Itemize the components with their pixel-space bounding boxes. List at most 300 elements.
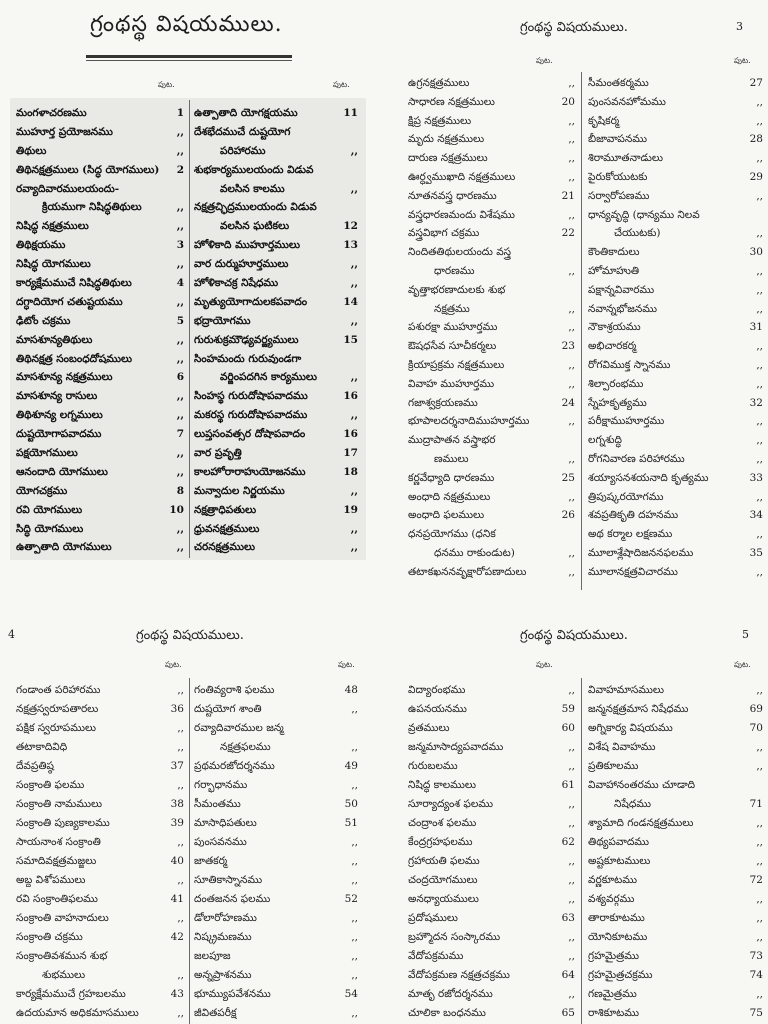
entry-page-number: ,, [176, 541, 184, 554]
entry-title: క్రియాప్రక్రమ నక్షత్రములు [408, 358, 505, 371]
toc-column [194, 104, 358, 557]
entry-page-number: ,, [568, 170, 575, 183]
entry-page-number: ,, [756, 189, 763, 202]
entry-title: దేవప్రతిష్ఠ [16, 760, 55, 772]
toc-entry [408, 928, 575, 947]
entry-title: నూతనవస్త్ర ధారణము [408, 189, 497, 202]
entry-title: తిథిశూన్య లగ్నములు [16, 409, 103, 422]
entry-page-number: ,, [756, 893, 763, 905]
toc-entry [194, 871, 358, 890]
toc-entry [408, 544, 575, 563]
toc-entry [408, 112, 575, 131]
toc-entry [16, 312, 184, 331]
entry-title: పరిహారము [220, 144, 266, 157]
entry-page-number: ,, [568, 893, 575, 905]
entry-page-number: ,, [756, 836, 763, 848]
entry-page-number: ,, [568, 77, 575, 89]
page-column-header: పుట. [338, 660, 355, 669]
entry-page-number: ,, [568, 452, 575, 465]
column-divider [189, 100, 190, 558]
entry-title: ప్రతికూలము [588, 760, 639, 772]
entry-page-number: ,, [176, 295, 184, 308]
entry-page-number: ,, [351, 836, 358, 848]
entry-title: గ్రహాయతి ఫలము [408, 855, 480, 867]
toc-entry [16, 406, 184, 425]
toc-entry [16, 966, 184, 985]
entry-title: ప్రదోషములు [408, 912, 458, 924]
entry-page-number: 35 [749, 546, 763, 559]
toc-entry [194, 757, 358, 776]
entry-title: అగ్నికార్య విషయము [588, 722, 673, 734]
entry-title: పక్షయోగములు [16, 447, 78, 460]
entry-page-number: 72 [749, 874, 763, 886]
entry-title: నక్షత్రము [434, 302, 470, 315]
toc-entry [408, 506, 575, 525]
entry-title: సర్వారోపణము [588, 189, 650, 202]
entry-title: నిషిద్ధ నక్షత్రములు [16, 220, 89, 233]
entry-title: మూలానక్షత్రవిచారము [588, 565, 678, 578]
toc-entry [16, 217, 184, 236]
toc-entry [16, 444, 184, 463]
toc-entry [194, 104, 358, 123]
entry-page-number: ,, [756, 340, 763, 353]
entry-title: డోలారోహణము [194, 912, 257, 924]
entry-page-number: 1 [176, 107, 184, 119]
entry-page-number: 49 [344, 760, 358, 772]
entry-title: దేశభేదముచే దుష్టయోగ [194, 125, 291, 138]
toc-entry [588, 375, 763, 394]
toc-entry [16, 833, 184, 852]
entry-page-number: 21 [561, 189, 575, 202]
entry-title: శిల్పారంభము [588, 377, 644, 390]
entry-title: మంగళాచరణము [16, 107, 87, 119]
toc-entry [588, 300, 763, 319]
toc-entry [194, 161, 358, 180]
toc-entry [588, 206, 763, 225]
entry-page-number: ,, [756, 490, 763, 503]
toc-entry [408, 909, 575, 928]
entry-title: నిషేధము [614, 798, 652, 810]
toc-entry [588, 563, 763, 582]
entry-title: జలపూజ [194, 950, 231, 962]
page-title: గ్రంథస్థ విషయములు. [520, 20, 628, 35]
toc-entry [408, 947, 575, 966]
entry-title: శవప్రతికృతి దహనము [588, 509, 679, 522]
toc-entry [408, 187, 575, 206]
toc-entry [588, 814, 763, 833]
entry-page-number: 51 [344, 817, 358, 829]
entry-page-number: ,, [568, 855, 575, 867]
toc-entry [588, 776, 763, 795]
toc-entry [588, 795, 763, 814]
toc-entry [16, 928, 184, 947]
toc-entry [408, 738, 575, 757]
entry-page-number: ,, [568, 931, 575, 943]
entry-page-number: 65 [561, 1007, 575, 1019]
toc-entry [16, 985, 184, 1004]
entry-page-number: ,, [177, 874, 184, 886]
toc-entry [16, 161, 184, 180]
entry-title: గండాంత పరిహారము [16, 684, 101, 696]
entry-title: పక్షిక స్వరూపములు [16, 722, 97, 734]
entry-title: త్రిపుష్కరయోగము [588, 490, 664, 503]
page-column-header: పుట. [734, 56, 751, 65]
toc-entry [194, 312, 358, 331]
toc-entry [588, 394, 763, 413]
entry-page-number: ,, [177, 741, 184, 753]
toc-entry [588, 544, 763, 563]
toc-entry [408, 871, 575, 890]
entry-title: నిష్క్రమణము [194, 931, 252, 943]
entry-page-number: ,, [568, 874, 575, 886]
toc-entry [588, 187, 763, 206]
entry-page-number: 11 [343, 107, 358, 119]
entry-page-number: 41 [170, 893, 184, 905]
entry-page-number: ,, [350, 409, 358, 422]
entry-page-number: ,, [350, 522, 358, 535]
entry-page-number: ,, [176, 390, 184, 403]
toc-entry [588, 871, 763, 890]
entry-page-number: 14 [343, 295, 358, 308]
entry-title: సిద్ధి యోగములు [16, 522, 84, 535]
toc-entry [588, 243, 763, 262]
entry-title: వేదోపక్రమము [408, 950, 464, 962]
entry-title: శుభములు [42, 969, 86, 981]
entry-title: తిథినక్షత్రములు (సిద్ధ యోగములు) [16, 163, 160, 176]
toc-entry [408, 149, 575, 168]
entry-title: ఉదయమాన అధికమాసములు [16, 1007, 139, 1019]
toc-entry [194, 236, 358, 255]
toc-entry [194, 425, 358, 444]
toc-entry [194, 501, 358, 520]
toc-entry [16, 814, 184, 833]
entry-title: వివాహమాసములు [588, 684, 665, 696]
entry-page-number: ,, [568, 264, 575, 277]
entry-page-number: 3 [176, 239, 184, 252]
toc-entry [16, 482, 184, 501]
toc-entry [16, 776, 184, 795]
entry-title: యోనికూటము [588, 931, 648, 943]
toc-entry [408, 1004, 575, 1023]
entry-page-number: ,, [176, 352, 184, 365]
entry-title: రోగనివారణ పరిహారము [588, 452, 685, 465]
entry-page-number: ,, [568, 817, 575, 829]
entry-title: నక్షత్రచ్ఛిద్రములయందు విడువ [194, 201, 317, 214]
entry-title: సమాదివక్షత్రమజ్జలు [16, 855, 97, 867]
entry-page-number: ,, [350, 182, 358, 195]
toc-entry [588, 356, 763, 375]
entry-title: వివాహానంతరము చూడాది [588, 779, 696, 791]
entry-title: నిషిద్ధ కాలములు [408, 779, 476, 791]
toc-entry [408, 262, 575, 281]
entry-page-number: 31 [749, 321, 763, 334]
toc-entry [16, 501, 184, 520]
entry-page-number: 34 [749, 509, 763, 522]
entry-page-number: ,, [756, 358, 763, 371]
toc-entry [408, 337, 575, 356]
entry-title: దుష్టయోగాపవాదము [16, 428, 102, 441]
entry-page-number: 64 [561, 969, 575, 981]
toc-entry [588, 681, 763, 700]
entry-page-number: ,, [177, 779, 184, 791]
toc-entry [588, 852, 763, 871]
toc-entry [16, 180, 184, 199]
entry-page-number: ,, [351, 703, 358, 715]
entry-title: దగ్ధాదియోగ చతుష్టయము [16, 295, 123, 308]
entry-page-number: 36 [170, 703, 184, 715]
entry-title: గురుశుక్రమౌఢ్యవర్జ్యములు [194, 333, 299, 346]
entry-page-number: ,, [351, 950, 358, 962]
toc-entry [194, 142, 358, 161]
entry-title: ఉపనయనము [408, 703, 467, 715]
entry-title: బ్రహ్మౌదన సంస్కారము [408, 931, 501, 943]
entry-page-number: ,, [756, 931, 763, 943]
entry-page-number: 12 [343, 220, 358, 233]
entry-page-number: ,, [350, 371, 358, 384]
entry-page-number: 52 [344, 893, 358, 905]
entry-page-number: ,, [568, 988, 575, 1000]
entry-title: నౌకాశ్రయము [588, 321, 641, 334]
toc-entry [194, 719, 358, 738]
toc-entry [408, 394, 575, 413]
entry-page-number: 27 [749, 77, 763, 89]
toc-entry [194, 331, 358, 350]
toc-column [194, 681, 358, 1023]
entry-page-number: ,, [568, 133, 575, 146]
entry-page-number: ,, [568, 798, 575, 810]
entry-title: నవాన్నభోజనము [588, 302, 657, 315]
entry-title: వృత్తాభరణాదులకు శుభ [408, 283, 506, 296]
toc-entry [194, 1004, 358, 1023]
toc-entry [408, 412, 575, 431]
entry-page-number: ,, [756, 912, 763, 924]
toc-entry [408, 243, 575, 262]
entry-title: లుప్తసంవత్సర దోషాపవాదం [194, 428, 306, 441]
entry-title: వర్ణకూటము [588, 874, 638, 886]
toc-entry [194, 700, 358, 719]
entry-title: ణములు [434, 452, 469, 465]
entry-page-number: ,, [756, 452, 763, 465]
toc-entry [194, 463, 358, 482]
entry-page-number: 16 [343, 390, 358, 403]
entry-page-number: ,, [756, 684, 763, 696]
entry-title: ప్రథమరజోదర్శనము [194, 760, 275, 772]
toc-entry [16, 463, 184, 482]
entry-page-number: ,, [176, 522, 184, 535]
toc-entry [16, 738, 184, 757]
entry-page-number: ,, [568, 490, 575, 503]
entry-title: వార దుర్ముహూర్తములు [194, 258, 289, 271]
toc-entry [194, 180, 358, 199]
toc-column [408, 74, 575, 582]
entry-title: మాతృ రజోదర్శనము [408, 988, 493, 1000]
entry-page-number: 7 [176, 428, 184, 441]
entry-page-number: 15 [343, 333, 358, 346]
entry-page-number: ,, [756, 988, 763, 1000]
entry-page-number: 70 [749, 722, 763, 734]
entry-page-number: 17 [343, 447, 358, 460]
entry-page-number: ,, [568, 741, 575, 753]
entry-title: జన్మనక్షత్రమాస నిషేధము [588, 703, 689, 715]
entry-title: గురుబలము [408, 760, 458, 772]
entry-title: ఉగ్రనక్షత్రములు [408, 77, 470, 89]
entry-page-number: 37 [170, 760, 184, 772]
entry-title: సూర్యాద్యంశ ఫలము [408, 798, 494, 810]
entry-title: చంద్రాంశ ఫలము [408, 817, 477, 829]
entry-page-number: 19 [343, 503, 358, 516]
toc-entry [16, 236, 184, 255]
entry-page-number: ,, [568, 415, 575, 428]
entry-page-number: ,, [176, 144, 184, 157]
entry-page-number: ,, [756, 415, 763, 428]
toc-entry [408, 224, 575, 243]
entry-page-number: ,, [351, 855, 358, 867]
entry-title: అనధ్యాయములు [408, 893, 479, 905]
entry-page-number: ,, [177, 912, 184, 924]
entry-title: మాసశూన్యతిథులు [16, 333, 93, 346]
entry-page-number: ,, [568, 565, 575, 578]
entry-page-number: 25 [561, 471, 575, 484]
page-title: గ్రంథస్థ విషయములు. [90, 12, 283, 37]
entry-title: శ్యామాది గండనక్షత్రములు [588, 817, 694, 829]
entry-page-number: 69 [749, 703, 763, 715]
toc-entry [408, 966, 575, 985]
toc-entry [588, 947, 763, 966]
entry-page-number: ,, [756, 855, 763, 867]
entry-title: క్షిప్ర నక్షత్రములు [408, 114, 472, 127]
entry-page-number: ,, [177, 836, 184, 848]
entry-title: ధారణము [434, 264, 475, 277]
toc-entry [194, 776, 358, 795]
title-double-rule [86, 55, 292, 61]
entry-title: తిథినక్షత్ర సంబంధదోషములు [16, 352, 133, 365]
entry-page-number: ,, [351, 969, 358, 981]
entry-title: పైరుకోయుటకు [588, 170, 648, 183]
entry-title: ఆనందాది యోగములు [16, 465, 108, 478]
entry-title: జీవితపరీక్ష [194, 1007, 237, 1019]
toc-entry [16, 350, 184, 369]
toc-entry [16, 852, 184, 871]
entry-page-number: 63 [561, 912, 575, 924]
entry-page-number: 74 [749, 969, 763, 981]
entry-page-number: 13 [343, 239, 358, 252]
entry-title: అబ్ద విశోపములు [16, 874, 86, 886]
toc-entry [588, 719, 763, 738]
toc-entry [588, 412, 763, 431]
entry-page-number: ,, [350, 314, 358, 327]
entry-page-number: 16 [343, 428, 358, 441]
entry-title: దుష్టయోగ శాంతి [194, 703, 262, 715]
toc-entry [16, 719, 184, 738]
column-divider [189, 678, 190, 1024]
entry-title: దారుణ నక్షత్రములు [408, 152, 488, 165]
entry-title: శయ్యాసనశయనాది కృత్యము [588, 471, 709, 484]
toc-entry [588, 833, 763, 852]
entry-title: సంక్రాంతివశమున శుభ [16, 950, 108, 962]
entry-page-number: 39 [170, 817, 184, 829]
toc-entry [16, 795, 184, 814]
entry-title: గ్రహమైత్రము [588, 950, 639, 962]
toc-entry [16, 104, 184, 123]
entry-title: కార్యక్షేమముచే గ్రహబలము [16, 988, 126, 1000]
entry-title: అంధాది ఫలములు [408, 509, 485, 522]
toc-entry [588, 130, 763, 149]
toc-entry [408, 700, 575, 719]
toc-entry [194, 444, 358, 463]
entry-title: కార్యక్షేమముచే నిషిద్ధతిథులు [16, 277, 132, 290]
toc-entry [16, 255, 184, 274]
toc-entry [194, 198, 358, 217]
toc-entry [16, 757, 184, 776]
entry-page-number: 24 [561, 396, 575, 409]
entry-title: ధాన్యవృద్ధి (ధాన్యము నిలవ [588, 208, 700, 221]
entry-page-number: ,, [177, 1007, 184, 1019]
page-column-header: పుట. [158, 80, 175, 89]
page-title: గ్రంథస్థ విషయములు. [520, 628, 628, 643]
entry-title: సింహమందు గురువుండగా [194, 352, 302, 365]
entry-page-number: ,, [568, 950, 575, 962]
entry-title: భద్రాయోగము [194, 314, 251, 327]
entry-title: గణమైత్రము [588, 988, 637, 1000]
toc-entry [16, 520, 184, 539]
entry-page-number: ,, [756, 817, 763, 829]
entry-title: వలసిన ఘటికలు [220, 220, 290, 233]
entry-title: హోళికాది ముహూర్తములు [194, 239, 300, 252]
toc-entry [408, 431, 575, 450]
toc-entry [194, 814, 358, 833]
toc-entry [408, 890, 575, 909]
entry-page-number: 40 [170, 855, 184, 867]
toc-entry [194, 928, 358, 947]
toc-entry [588, 909, 763, 928]
entry-title: దంతజనన ఫలము [194, 893, 271, 905]
entry-title: పుంసవనము [194, 836, 247, 848]
entry-page-number: ,, [176, 465, 184, 478]
entry-page-number: 8 [176, 484, 184, 497]
entry-page-number: ,, [177, 969, 184, 981]
entry-title: బీజావాపనము [588, 133, 648, 146]
entry-page-number: 50 [344, 798, 358, 810]
toc-entry [194, 795, 358, 814]
toc-entry [16, 425, 184, 444]
toc-entry [408, 450, 575, 469]
toc-entry [588, 757, 763, 776]
entry-title: తారాకూటము [588, 912, 645, 924]
toc-entry [408, 525, 575, 544]
toc-entry [408, 300, 575, 319]
entry-title: సంక్రాంతి నామములు [16, 798, 103, 810]
entry-title: రాశికూటము [588, 1007, 639, 1019]
entry-title: నక్షత్రస్వరూపతారలు [16, 703, 99, 715]
entry-title: చరనక్షత్రములు [194, 541, 256, 554]
entry-title: ముహూర్త ప్రయోజనము [16, 125, 113, 138]
entry-title: ధనప్రయోగము (ధనిక [408, 528, 496, 541]
toc-entry [588, 112, 763, 131]
entry-title: అథ కర్మాల లక్షణము [588, 528, 673, 541]
toc-entry [194, 387, 358, 406]
toc-entry [194, 890, 358, 909]
column-divider [581, 72, 582, 590]
entry-title: సంక్రాంతి పుణ్యకాలము [16, 817, 110, 829]
toc-entry [16, 947, 184, 966]
toc-entry [16, 700, 184, 719]
entry-page-number: 59 [561, 703, 575, 715]
toc-entry [194, 738, 358, 757]
toc-entry [408, 563, 575, 582]
toc-entry [588, 1004, 763, 1023]
entry-page-number: 54 [344, 988, 358, 1000]
entry-title: సీమంతము [194, 798, 241, 810]
